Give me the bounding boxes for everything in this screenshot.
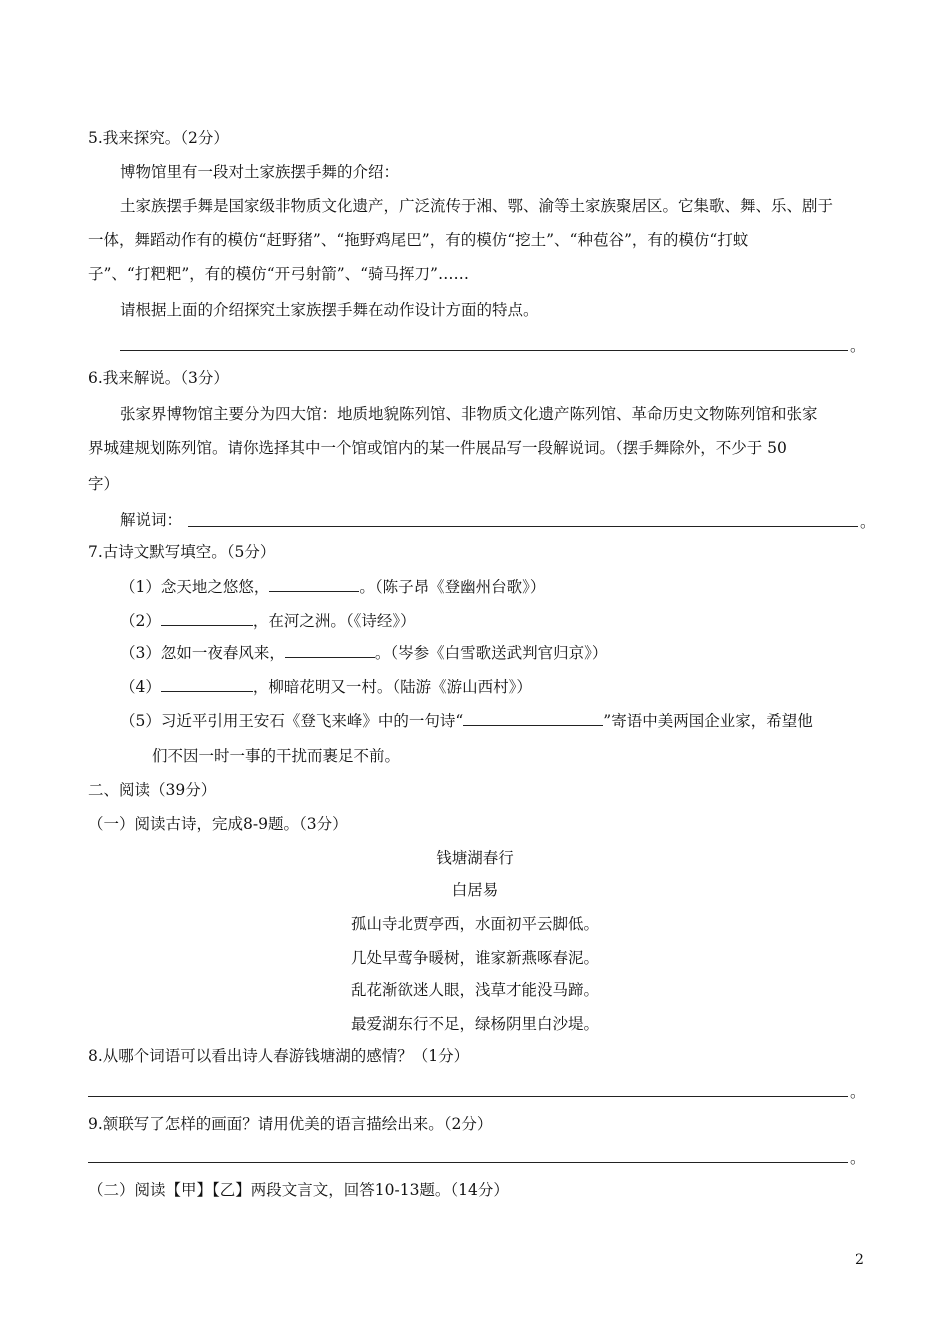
q7-item-5-continued: 们不因一时一事的干扰而裹足不前。 — [152, 747, 401, 765]
q7-item-1 — [120, 576, 545, 597]
q7-item-5-tail: ”寄语中美两国企业家，希望他 — [603, 712, 813, 730]
q5-paragraph-line-2: 一体，舞蹈动作有的模仿“赶野猪”、“拖野鸡尾巴”，有的模仿“挖土”、“种苞谷”，有的模仿“打蚊 — [88, 231, 749, 249]
q6-end-mark: 。 — [860, 513, 876, 531]
q6-title: 6.我来解说。（3分） — [88, 369, 229, 387]
q7-item-3-blank[interactable] — [285, 642, 375, 658]
q7-item-1-text: （1）念天地之悠悠， — [120, 578, 270, 596]
q6-answer-line[interactable] — [188, 526, 858, 527]
q7-item-4-label: （4） — [120, 678, 161, 696]
q7-item-4-blank[interactable] — [161, 676, 253, 692]
q7-item-2 — [120, 610, 416, 631]
section-2-part-1: （一）阅读古诗，完成8-9题。（3分） — [88, 815, 348, 833]
q8-answer-line[interactable] — [88, 1096, 848, 1097]
q9-answer-line[interactable] — [88, 1162, 848, 1163]
q7-item-4-text: ，柳暗花明又一村。（陆游《游山西村》） — [252, 678, 532, 696]
q7-item-5-blank[interactable] — [463, 710, 603, 726]
q6-line-2: 界城建规划陈列馆。请你选择其中一个馆或馆内的某一件展品写一段解说词。（摆手舞除外，不少于 50 — [88, 439, 787, 457]
q6-answer-label: 解说词： — [120, 511, 183, 529]
page-number: 2 — [855, 1252, 864, 1268]
q5-paragraph-line-3: 子”、“打粑粑”，有的模仿“开弓射箭”、“骑马挥刀”…… — [88, 265, 469, 283]
q5-answer-line[interactable] — [120, 350, 848, 351]
poem-line: 乱花渐欲迷人眼，浅草才能没马蹄。 — [350, 981, 599, 999]
poem-title: 钱塘湖春行 — [436, 849, 514, 867]
q5-paragraph-line-1: 土家族摆手舞是国家级非物质文化遗产，广泛流传于湘、鄂、渝等土家族聚居区。它集歌、舞、乐、剧于 — [120, 197, 834, 215]
q9-end-mark: 。 — [850, 1149, 866, 1167]
q7-item-1-source: 。（陈子昂《登幽州台歌》） — [359, 578, 546, 596]
poem-line: 孤山寺北贾亭西，水面初平云脚低。 — [350, 915, 599, 933]
poem-author: 白居易 — [451, 881, 499, 899]
q7-item-2-label: （2） — [120, 612, 161, 630]
q8-end-mark: 。 — [850, 1083, 866, 1101]
q5-end-mark: 。 — [850, 337, 866, 355]
section-2-part-2: （二）阅读【甲】【乙】两段文言文，回答10-13题。（14分） — [88, 1181, 509, 1199]
q7-item-5-text: （5）习近平引用王安石《登飞来峰》中的一句诗“ — [120, 712, 464, 730]
q6-line-3: 字） — [88, 475, 120, 493]
q5-intro: 博物馆里有一段对土家族摆手舞的介绍： — [120, 163, 400, 181]
q6-line-1: 张家界博物馆主要分为四大馆：地质地貌陈列馆、非物质文化遗产陈列馆、革命历史文物陈列馆和张家 — [120, 405, 818, 423]
q7-item-4 — [120, 676, 532, 697]
q7-item-5 — [120, 710, 813, 731]
q7-title: 7.古诗文默写填空。（5分） — [88, 543, 276, 561]
q7-item-2-blank[interactable] — [161, 610, 253, 626]
q7-item-3-text: （3）忽如一夜春风来， — [120, 644, 285, 662]
q7-item-3-source: 。（岑参《白雪歌送武判官归京》） — [374, 644, 608, 662]
q7-item-1-blank[interactable] — [269, 576, 359, 592]
section-2-title: 二、阅读（39分） — [88, 781, 217, 799]
q5-prompt: 请根据上面的介绍探究土家族摆手舞在动作设计方面的特点。 — [120, 301, 539, 319]
q5-title: 5.我来探究。（2分） — [88, 129, 229, 147]
q9-title: 9.颔联写了怎样的画面？请用优美的语言描绘出来。（2分） — [88, 1115, 493, 1133]
poem-line: 最爱湖东行不足，绿杨阴里白沙堤。 — [350, 1015, 599, 1033]
poem-line: 几处早莺争暖树，谁家新燕啄春泥。 — [350, 949, 599, 967]
q7-item-2-text: ，在河之洲。（《诗经》） — [252, 612, 416, 630]
q8-title: 8.从哪个词语可以看出诗人春游钱塘湖的感情？（1分） — [88, 1047, 470, 1065]
q7-item-3 — [120, 642, 607, 663]
